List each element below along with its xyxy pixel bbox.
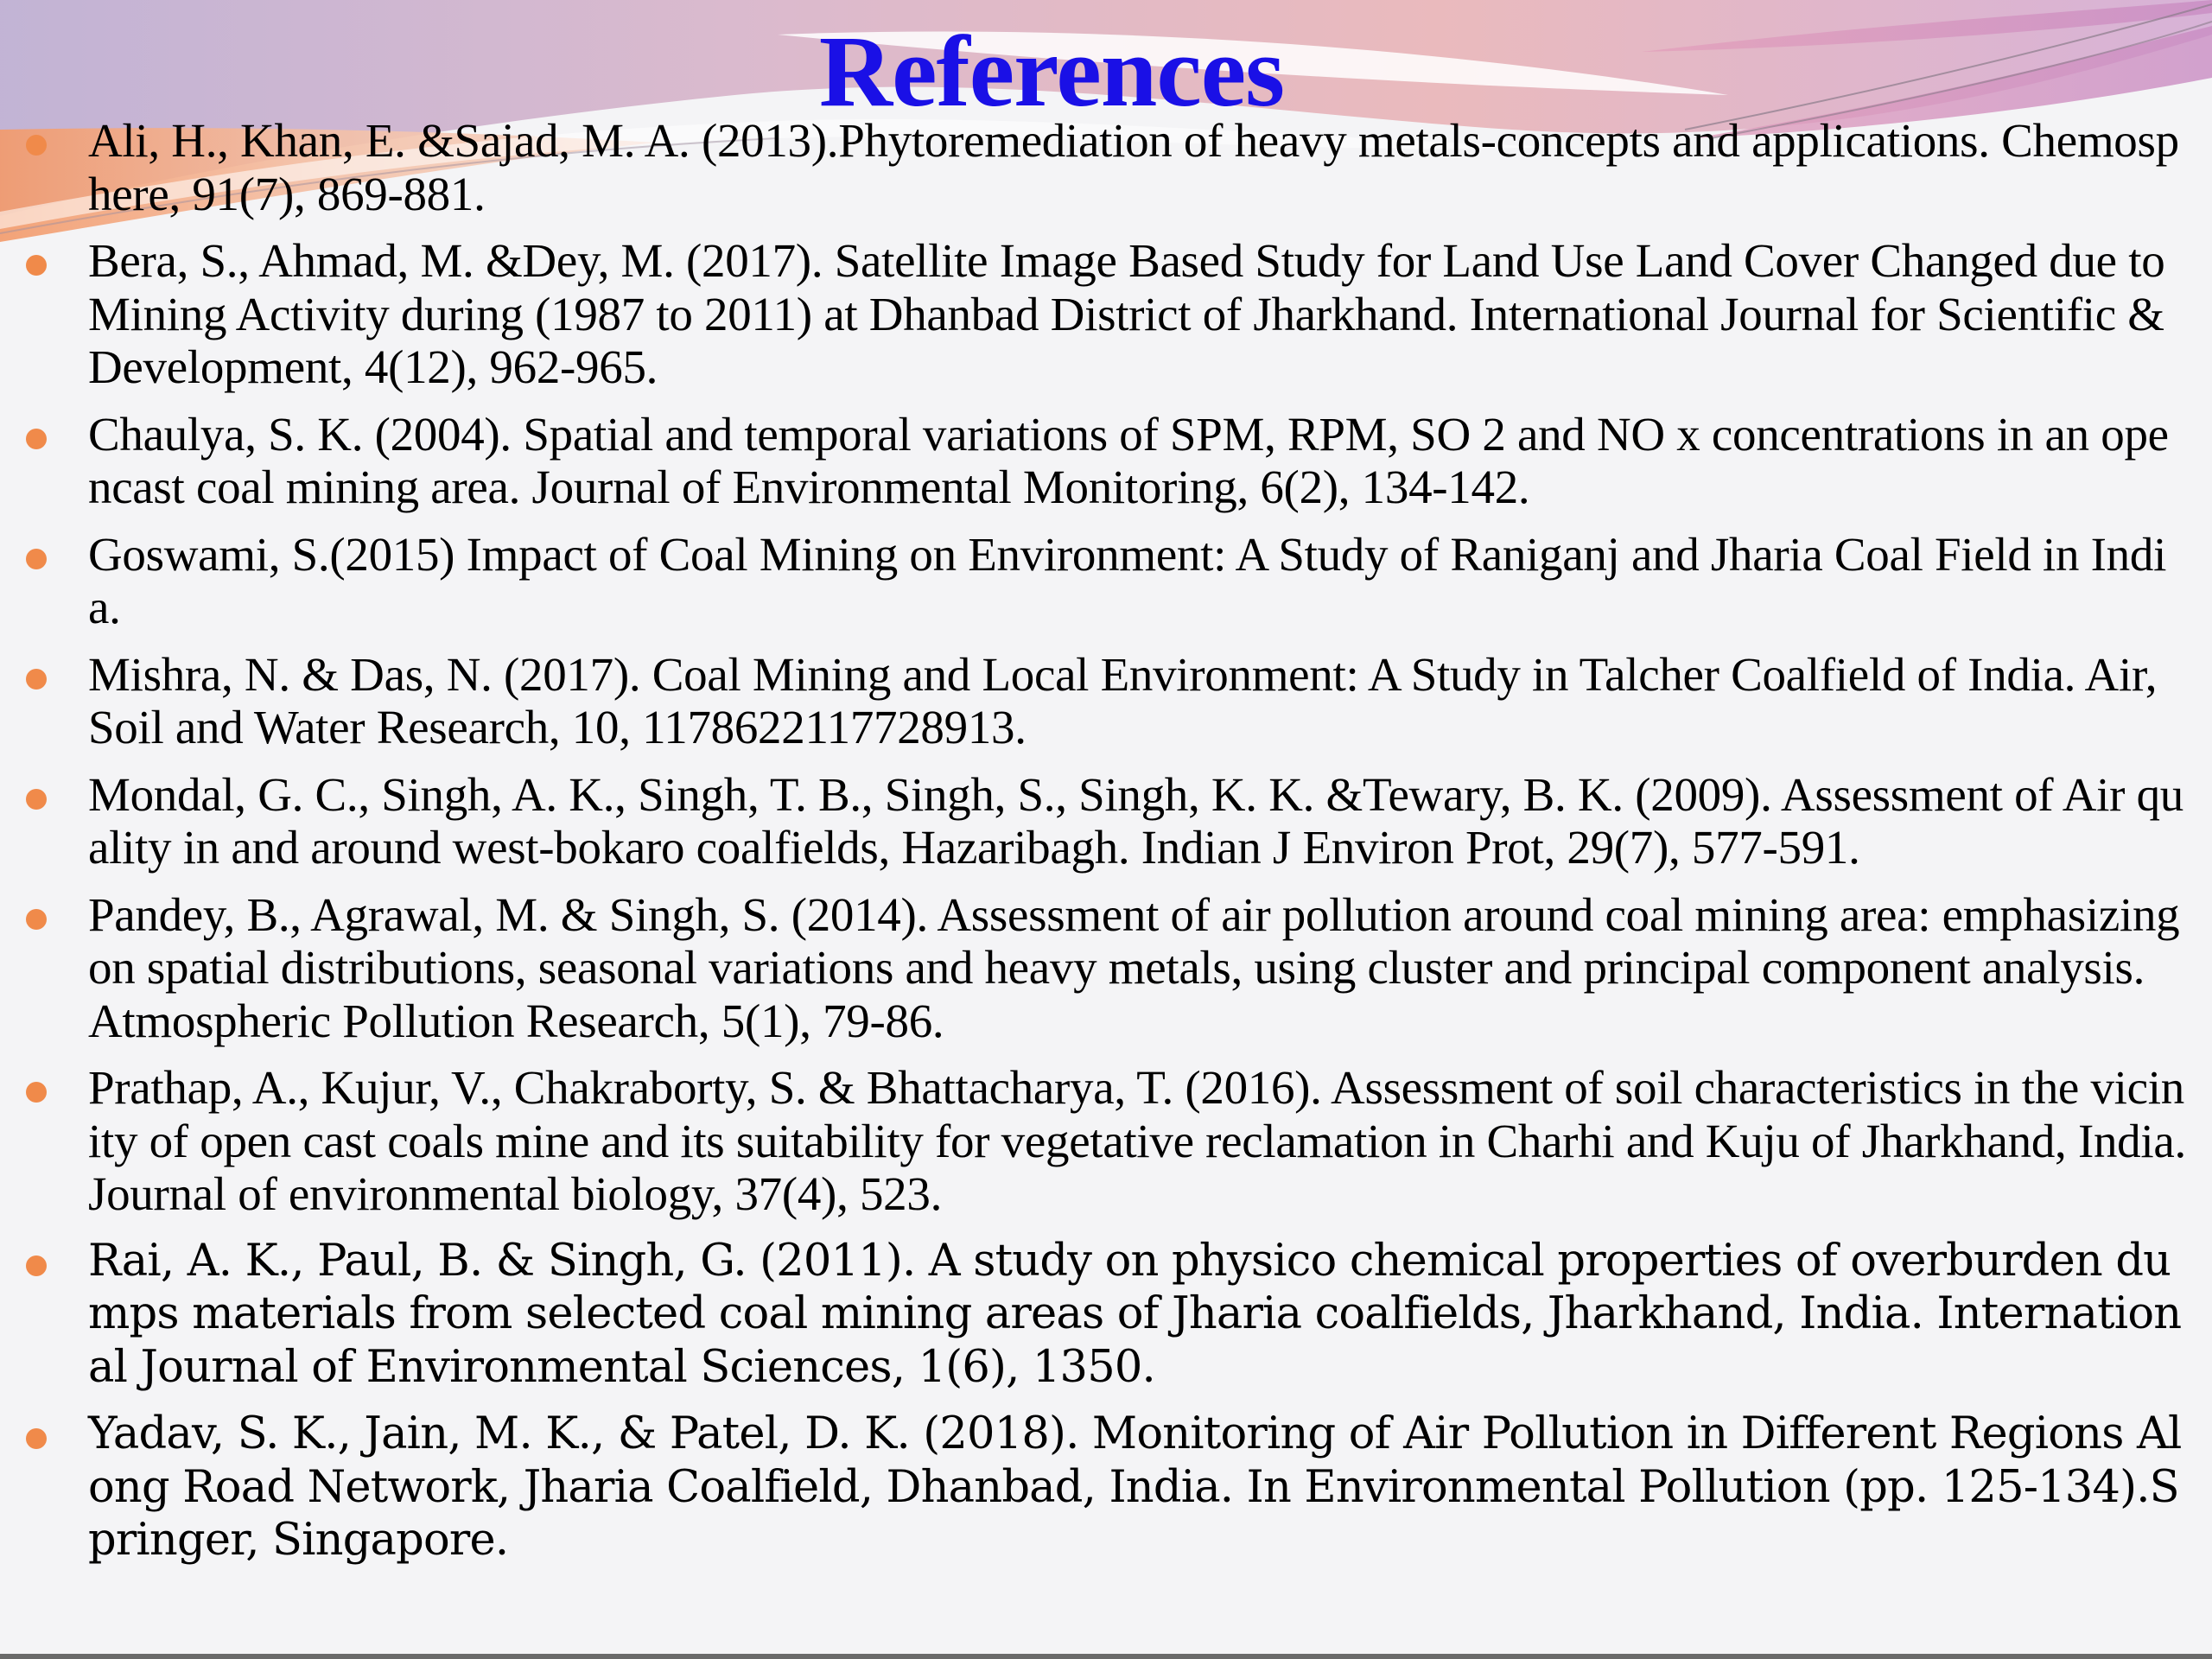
reference-text: Goswami, S.(2015) Impact of Coal Mining on Environment: A Study of Raniganj and Jharia Coal Field in India. — [88, 527, 2167, 633]
bullet-icon — [26, 1082, 47, 1103]
reference-item — [26, 114, 2186, 220]
bullet-icon — [26, 1428, 47, 1449]
bottom-border — [0, 1654, 2212, 1659]
reference-item — [26, 234, 2186, 394]
reference-item — [26, 408, 2186, 514]
reference-list — [26, 114, 2186, 1581]
reference-text: Chaulya, S. K. (2004). Spatial and temporal variations of SPM, RPM, SO 2 and NO x concentrations in an opencast coal mining area. Journal of Environmental Monitoring, 6(2), 134-142. — [88, 407, 2169, 513]
bullet-icon — [26, 789, 47, 810]
bullet-icon — [26, 549, 47, 569]
reference-text: Ali, H., Khan, E. &Sajad, M. A. (2013).Phytoremediation of heavy metals-concepts and applications. Chemosphere, 91(7), 869-881. — [88, 114, 2179, 220]
bullet-icon — [26, 255, 47, 276]
bullet-icon — [26, 429, 47, 449]
reference-text: Rai, A. K., Paul, B. & Singh, G. (2011). A study on physico chemical properties of overburden dumps materials from selected coal mining areas of Jharia coalfields, Jharkhand, India. International Journal of Environmental Sciences, 1(6), 1350. — [88, 1235, 2182, 1393]
bullet-icon — [26, 669, 47, 690]
bullet-icon — [26, 909, 47, 930]
reference-text: Pandey, B., Agrawal, M. & Singh, S. (2014). Assessment of air pollution around coal mining area: emphasizing on spatial distributions, seasonal variations and heavy metals, using cluster and principal component analysis. Atmospheric Pollution Research, 5(1), 79-86. — [88, 887, 2180, 1047]
reference-item — [26, 1408, 2186, 1567]
reference-item — [26, 648, 2186, 754]
reference-text: Mishra, N. & Das, N. (2017). Coal Mining and Local Environment: A Study in Talcher Coalfield of India. Air, Soil and Water Research, 10, 1178622117728913. — [88, 647, 2158, 753]
reference-text: Bera, S., Ahmad, M. &Dey, M. (2017). Satellite Image Based Study for Land Use Land Cover Changed due to Mining Activity during (1987 to 2011) at Dhanbad District of Jharkhand. International Journal for Scientific & Development, 4(12), 962-965. — [88, 234, 2165, 393]
reference-text: Yadav, S. K., Jain, M. K., & Patel, D. K. (2018). Monitoring of Air Pollution in Different Regions Along Road Network, Jharia Coalfield, Dhanbad, India. In Environmental Pollution (pp. 125-134).Springer, Singapore. — [88, 1408, 2182, 1566]
reference-item — [26, 1061, 2186, 1221]
reference-text: Mondal, G. C., Singh, A. K., Singh, T. B., Singh, S., Singh, K. K. &Tewary, B. K. (2009). Assessment of Air quality in and around west-bokaro coalfields, Hazaribagh. Indian J Environ Prot, 29(7), 577-591. — [88, 767, 2184, 874]
reference-item — [26, 888, 2186, 1048]
reference-item — [26, 768, 2186, 874]
bullet-icon — [26, 135, 47, 156]
reference-text: Prathap, A., Kujur, V., Chakraborty, S. & Bhattacharya, T. (2016). Assessment of soil characteristics in the vicinity of open cast coals mine and its suitability for vegetative reclamation in Charhi and Kuju of Jharkhand, India. Journal of environmental biology, 37(4), 523. — [88, 1061, 2186, 1220]
bullet-icon — [26, 1255, 47, 1276]
reference-item — [26, 528, 2186, 634]
page-title: References — [818, 15, 1285, 128]
reference-item — [26, 1235, 2186, 1395]
